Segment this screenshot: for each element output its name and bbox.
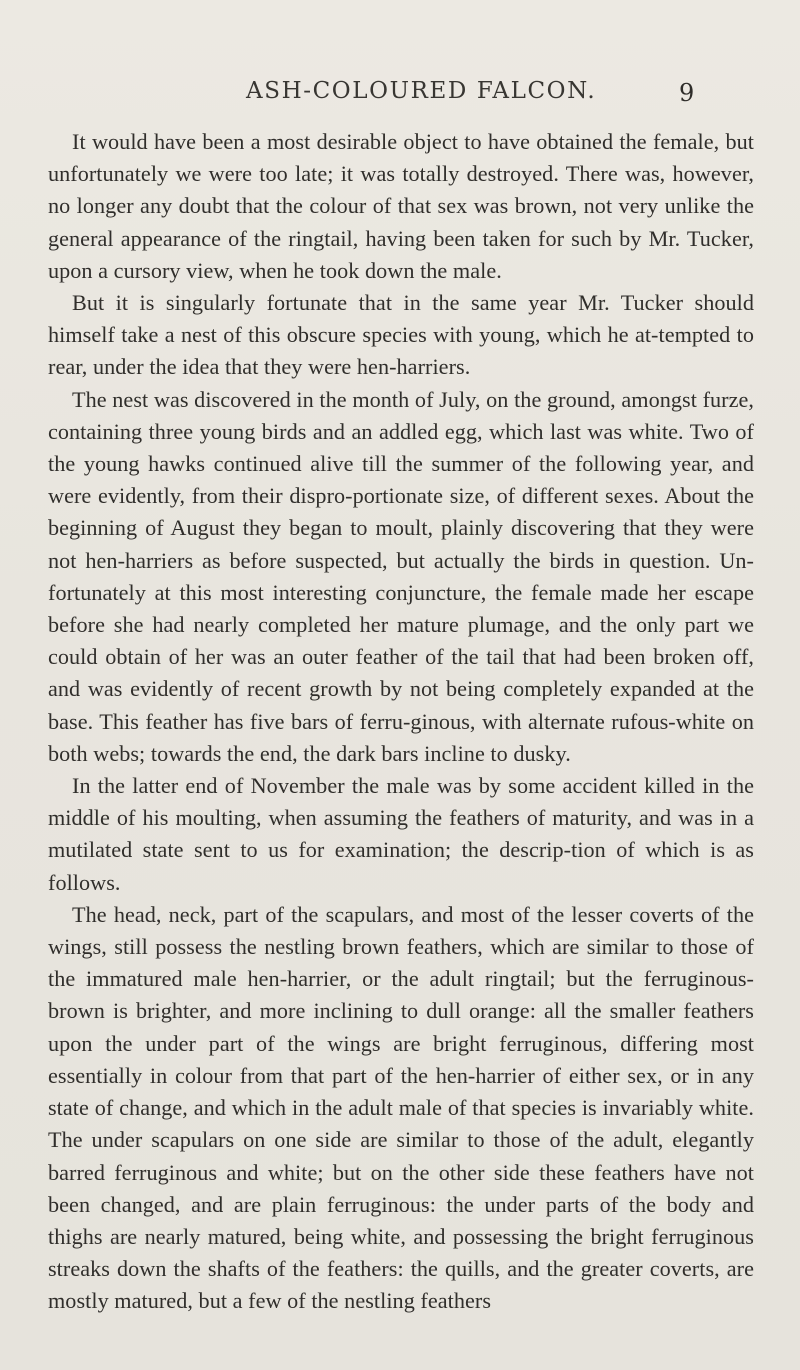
paragraph: But it is singularly fortunate that in the same year Mr. Tucker should himself take a nest of this obscure species with young, which he at-tempted to rear, under the idea that they were hen-harriers. [48, 290, 754, 380]
body-text [48, 126, 754, 1318]
page-header [0, 78, 800, 112]
paragraph: In the latter end of November the male was by some accident killed in the middle of his moulting, when assuming the feathers of maturity, and was in a mutilated state sent to us for examination; the descrip-tion of which is as follows. [48, 773, 754, 895]
paragraph: The head, neck, part of the scapulars, and most of the lesser coverts of the wings, still possess the nestling brown feathers, which are similar to those of the immatured male hen-harrier, or the adult ringtail; but the ferruginous-brown is brighter, and more inclining to dull orange: all the smaller feathers upon the under part of the wings are bright ferruginous, differing most essentially in colour from that part of the hen-harrier of either sex, or in any state of change, and which in the adult male of that species is invariably white. The under scapulars on one side are similar to those of the adult, elegantly barred ferruginous and white; but on the other side these feathers have not been changed, and are plain ferruginous: the under parts of the body and thighs are nearly matured, being white, and possessing the bright ferruginous streaks down the shafts of the feathers: the quills, and the greater coverts, are mostly matured, but a few of the nestling feathers [48, 901, 754, 1314]
page-number: 9 [679, 79, 695, 107]
running-title: ASH-COLOURED FALCON. [246, 78, 597, 104]
paragraph: It would have been a most desirable object to have obtained the female, but unfortunately we were too late; it was totally destroyed. There was, however, no longer any doubt that the colour of that sex was brown, not very unlike the general appearance of the ringtail, having been taken for such by Mr. Tucker, upon a cursory view, when he took down the male. [48, 129, 754, 283]
paragraph: The nest was discovered in the month of July, on the ground, amongst furze, containing three young birds and an addled egg, which last was white. Two of the young hawks continued alive till the summer of the following year, and were evidently, from their dispro-portionate size, of different sexes. About the beginning of August they began to moult, plainly discovering that they were not hen-harriers as before suspected, but actually the birds in question. Un-fortunately at this most interesting conjuncture, the female made her escape before she had nearly completed her mature plumage, and the only part we could obtain of her was an outer feather of the tail that had been broken off, and was evidently of recent growth by not being completely expanded at the base. This feather has five bars of ferru-ginous, with alternate rufous-white on both webs; towards the end, the dark bars incline to dusky. [48, 386, 754, 766]
